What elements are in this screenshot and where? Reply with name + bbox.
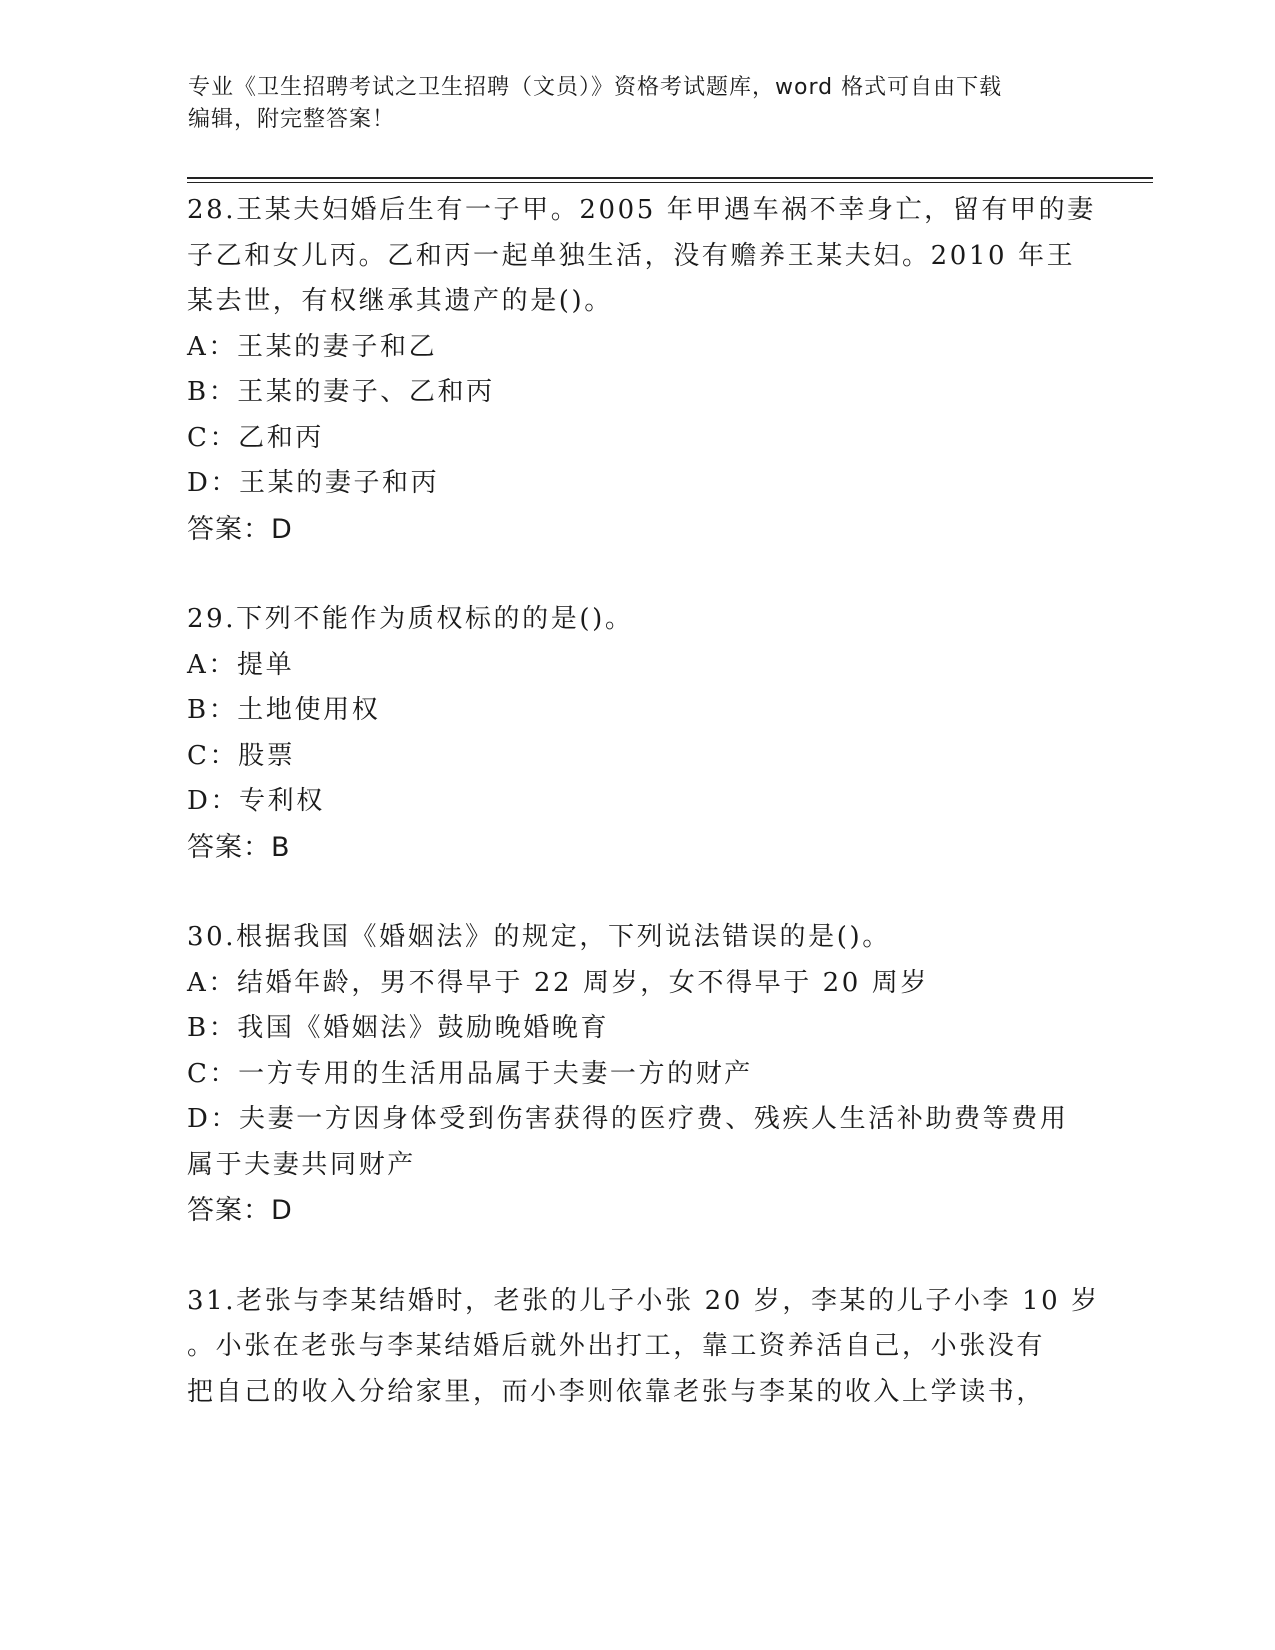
question-stem-line: 31.老张与李某结婚时，老张的儿子小张 20 岁，李某的儿子小李 10 岁	[187, 1285, 1100, 1316]
header-line-2: 编辑，附完整答案！	[188, 107, 396, 132]
question-stem-line: 29.下列不能作为质权标的的是()。	[187, 604, 634, 634]
option-b: B：土地使用权	[187, 695, 381, 725]
option-d-continuation: 属于夫妻共同财产	[187, 1149, 416, 1180]
option-c: C：一方专用的生活用品属于夫妻一方的财产	[187, 1058, 753, 1089]
question-stem-line: 30.根据我国《婚姻法》的规定，下列说法错误的是()。	[187, 922, 891, 952]
option-b: B：我国《婚姻法》鼓励晚婚晚育	[187, 1013, 610, 1043]
option-a: A：提单	[187, 649, 295, 680]
option-d: D：夫妻一方因身体受到伤害获得的医疗费、残疾人生活补助费等费用	[187, 1104, 1069, 1134]
option-b: B：王某的妻子、乙和丙	[187, 377, 495, 407]
question-30	[187, 915, 1087, 1234]
option-d: D：专利权	[187, 786, 325, 816]
question-stem-line: 28.王某夫妇婚后生有一子甲。2005 年甲遇车祸不幸身亡，留有甲的妻	[187, 195, 1096, 225]
answer-label: 答案：D	[187, 513, 293, 545]
answer-label: 答案：B	[187, 831, 291, 863]
option-a: A：王某的妻子和乙	[187, 331, 438, 362]
document-header	[188, 72, 1068, 136]
question-stem-line: 子乙和女儿丙。乙和丙一起单独生活，没有赡养王某夫妇。2010 年王	[187, 240, 1076, 271]
header-line-1: 专业《卫生招聘考试之卫生招聘（文员）》资格考试题库，word 格式可自由下载	[188, 75, 1003, 100]
question-29	[187, 597, 1087, 870]
answer-label: 答案：D	[187, 1195, 293, 1226]
question-31	[187, 1279, 1100, 1416]
option-d: D：王某的妻子和丙	[187, 468, 440, 498]
header-divider-thick	[187, 177, 1153, 179]
header-divider-thin	[187, 182, 1153, 183]
question-spacer	[187, 870, 1087, 915]
option-c: C：乙和丙	[187, 422, 324, 453]
question-spacer	[187, 1234, 1087, 1279]
question-stem-line: 。小张在老张与李某结婚后就外出打工，靠工资养活自己，小张没有	[187, 1331, 1046, 1361]
question-stem-line: 某去世，有权继承其遗产的是()。	[187, 286, 613, 316]
question-spacer	[187, 552, 1087, 597]
question-28	[187, 188, 1096, 552]
question-stem-line: 把自己的收入分给家里，而小李则依靠老张与李某的收入上学读书，	[187, 1376, 1046, 1407]
question-list	[187, 188, 1100, 1415]
option-a: A：结婚年龄，男不得早于 22 周岁，女不得早于 20 周岁	[187, 967, 930, 998]
option-c: C：股票	[187, 740, 296, 771]
